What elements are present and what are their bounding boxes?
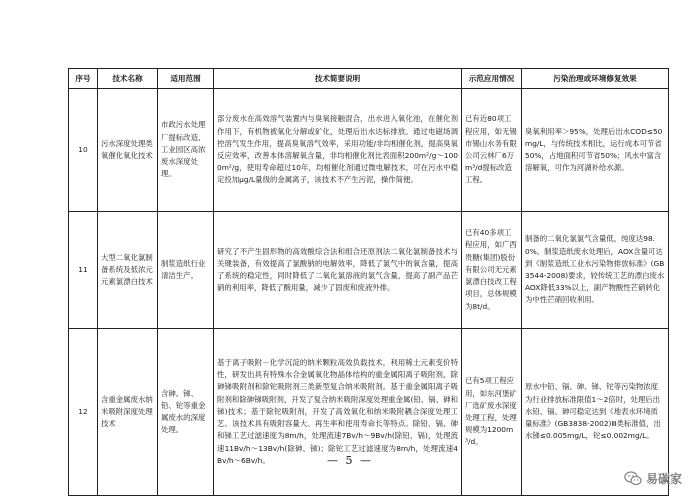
- row-number: 12: [69, 329, 98, 496]
- watermark-text: 易碳家: [645, 472, 682, 486]
- row-number: 10: [69, 89, 98, 212]
- page-number: — 5 —: [327, 454, 373, 467]
- table-row: [69, 89, 669, 212]
- header-scope: 适用范围: [158, 69, 214, 89]
- header-name: 技术名称: [98, 69, 158, 89]
- header-description: 技术简要说明: [214, 69, 462, 89]
- header-effect: 污染治理或环境修复效果: [522, 69, 669, 89]
- header-no: 序号: [69, 69, 98, 89]
- tech-name: 含重金属废水纳米吸附深度处理技术: [98, 329, 158, 496]
- row-number: 11: [69, 212, 98, 329]
- technology-table: [68, 68, 669, 496]
- demo-application: 已有40多项工程应用，如广西贵糖(集团)股份有限公司无元素氯漂白技改工程项目，总体规模为8t/d。: [462, 212, 522, 329]
- tech-scope: 市政污水处理厂提标改造、工业园区高浓废水深度处理。: [158, 89, 214, 212]
- tech-description: 基于离子吸附－化学沉淀的纳米颗粒高效负载技术，利用稀土元素变价特性，研发出具有特殊水合金属氧化物晶体结构的重金属阳离子吸附剂，除砷锑吸附剂和除铊吸附剂三类新型复合纳米吸附剂。基于重金属阳离子吸附剂和除砷锑吸附剂，开发了复合纳米吸附深度处理重金属(铅、镉、砷和锑)技术；基于除铊吸附剂，开发了高效氧化和纳米吸附耦合深度处理工艺。该技术具有吸附容量大、再生率和使用寿命长等特点。除铅、镉、砷和锑工艺过滤速度为8m/h，处理流速7Bv/h～9Bv/h(除铅、镉)，处理流速11Bv/h～13Bv/h(除砷、锑)；除铊工艺过滤速度为8m/h，处理流速4Bv/h～6Bv/h。: [214, 329, 462, 496]
- table-header-row: [69, 69, 669, 89]
- tech-scope: 制浆造纸行业清洁生产。: [158, 212, 214, 329]
- tech-name: 大型二氧化氯制备系统及低浓元元素氯漂白技术: [98, 212, 158, 329]
- treatment-effect: 制备的二氧化氯氯气含量低，纯度达98.0%。制浆造纸废水处理后，AOX含量可达到《制浆造纸工业水污染物排放标准》(GB3544-2008)要求，较传统工艺的漂白废水AOX降低33%以上，副产物酸性芒硝转化为中性芒硝回收利用。: [522, 212, 669, 329]
- tech-name: 污水深度处理类氧催化氧化技术: [98, 89, 158, 212]
- header-demo: 示范应用情况: [462, 69, 522, 89]
- treatment-effect: 原水中铅、镉、砷、锑、铊等污染物浓度为行业排放标准限值1～2倍时，处理后出水铅、镉、砷可稳定达到《地表水环境质量标准》(GB3838-2002)Ⅲ类标准值，出水锑≤0.005mg/L，铊≤0.002mg/L。: [522, 329, 669, 496]
- tech-description: 研究了不产生固形物的高效酸综合法和组合还原剂法二氧化氯制备技术与关键装备，有效提高了氯酸钠的电解效率，降低了氯气中的氧含量，提高了系统的稳定性，同时降低了二氧化氯溶液的氯气含量，提高了副产品芒硝的利用率，降低了酸用量，减少了固废和废液外排。: [214, 212, 462, 329]
- table-row: [69, 212, 669, 329]
- wechat-icon: [624, 471, 642, 486]
- table-row: [69, 329, 669, 496]
- demo-application: 已有近80项工程应用，如无锡市锡山水务有限公司云林厂6万m³/d提标改造工程。: [462, 89, 522, 212]
- demo-application: 已有5项工程应用，如东河堡矿厂选矿废水深度处理工程，处理规模为1200m³/d。: [462, 329, 522, 496]
- tech-scope: 含砷、锑、铅、铊等重金属废水的深度处理。: [158, 329, 214, 496]
- treatment-effect: 臭氧利用率＞95%，处理后出水COD≤50mg/L，与传统技术相比，运行成本可节省50%，占地面积可节省50%；风水中富含溶解氧，可作为河湖补给水源。: [522, 89, 669, 212]
- watermark: [624, 470, 682, 487]
- tech-description: 部分废水在高效溶气装置内与臭氧接触混合，出水进入氧化池，在催化剂作用下，有机物被氧化分解或矿化，处理后出水达标排放。通过电磁场调控溶气发生作用，提高臭氧溶气效率，采用功能/非均相催化剂，提高臭氧反应效率，改善本体溶解氧含量，非均相催化剂比表面积200m²/g～1000m²/g，使用寿命超过10年，均相催化剂通过微电解技术，可在污水中稳定投加μg/L量级的金属离子，该技术不产生污泥，操作简便。: [214, 89, 462, 212]
